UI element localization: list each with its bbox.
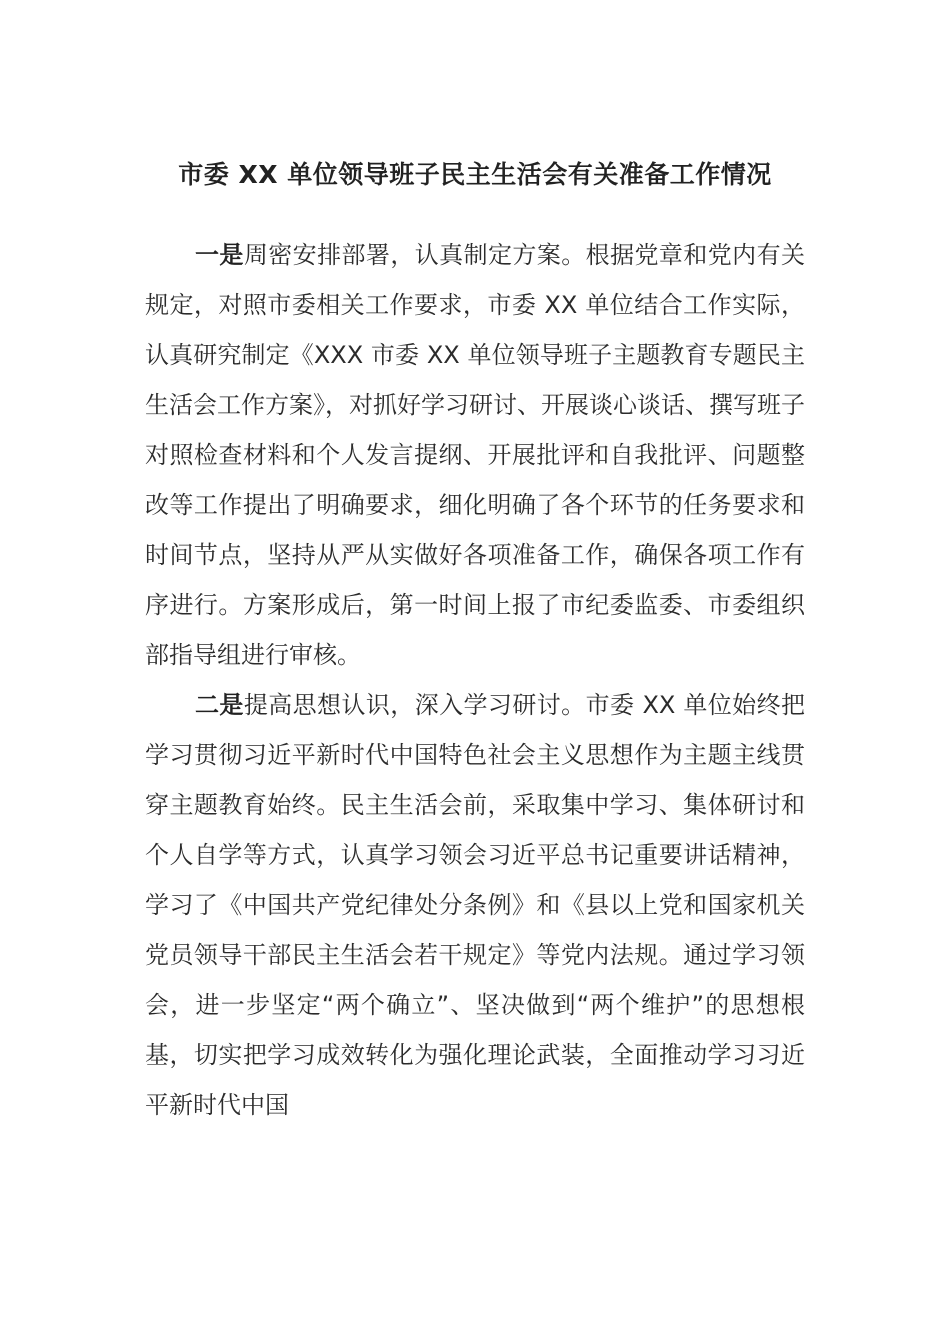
document-title: 市委 XX 单位领导班子民主生活会有关准备工作情况 bbox=[178, 160, 772, 189]
paragraph-1-text: 周密安排部署，认真制定方案。根据党章和党内有关规定，对照市委相关工作要求，市委 XX 单位结合工作实际，认真研究制定《XXX 市委 XX 单位领导班子主题教育专题民主生活会工作方案》，对抓好学习研讨、开展谈心谈话、撰写班子对照检查材料和个人发言提纲、开展批评和自我批评、问题整改等工作提出了明确要求，细化明确了各个环节的任务要求和时间节点，坚持从严从实做好各项准备工作，确保各项工作有序进行。方案形成后，第一时间上报了市纪委监委、市委组织部指导组进行审核。 bbox=[145, 241, 806, 669]
paragraph-2 bbox=[145, 680, 805, 1130]
paragraph-2-lead: 二是 bbox=[195, 691, 244, 719]
paragraph-2-text: 提高思想认识，深入学习研讨。市委 XX 单位始终把学习贯彻习近平新时代中国特色社会主义思想作为主题主线贯穿主题教育始终。民主生活会前，采取集中学习、集体研讨和个人自学等方式，认真学习领会习近平总书记重要讲话精神，学习了《中国共产党纪律处分条例》和《县以上党和国家机关党员领导干部民主生活会若干规定》等党内法规。通过学习领会，进一步坚定“两个确立”、坚决做到“两个维护”的思想根基，切实把学习成效转化为强化理论武装，全面推动学习习近平新时代中国 bbox=[145, 691, 806, 1119]
paragraph-1 bbox=[145, 230, 805, 680]
document-body bbox=[145, 230, 805, 1130]
paragraph-1-lead: 一是 bbox=[195, 241, 244, 269]
